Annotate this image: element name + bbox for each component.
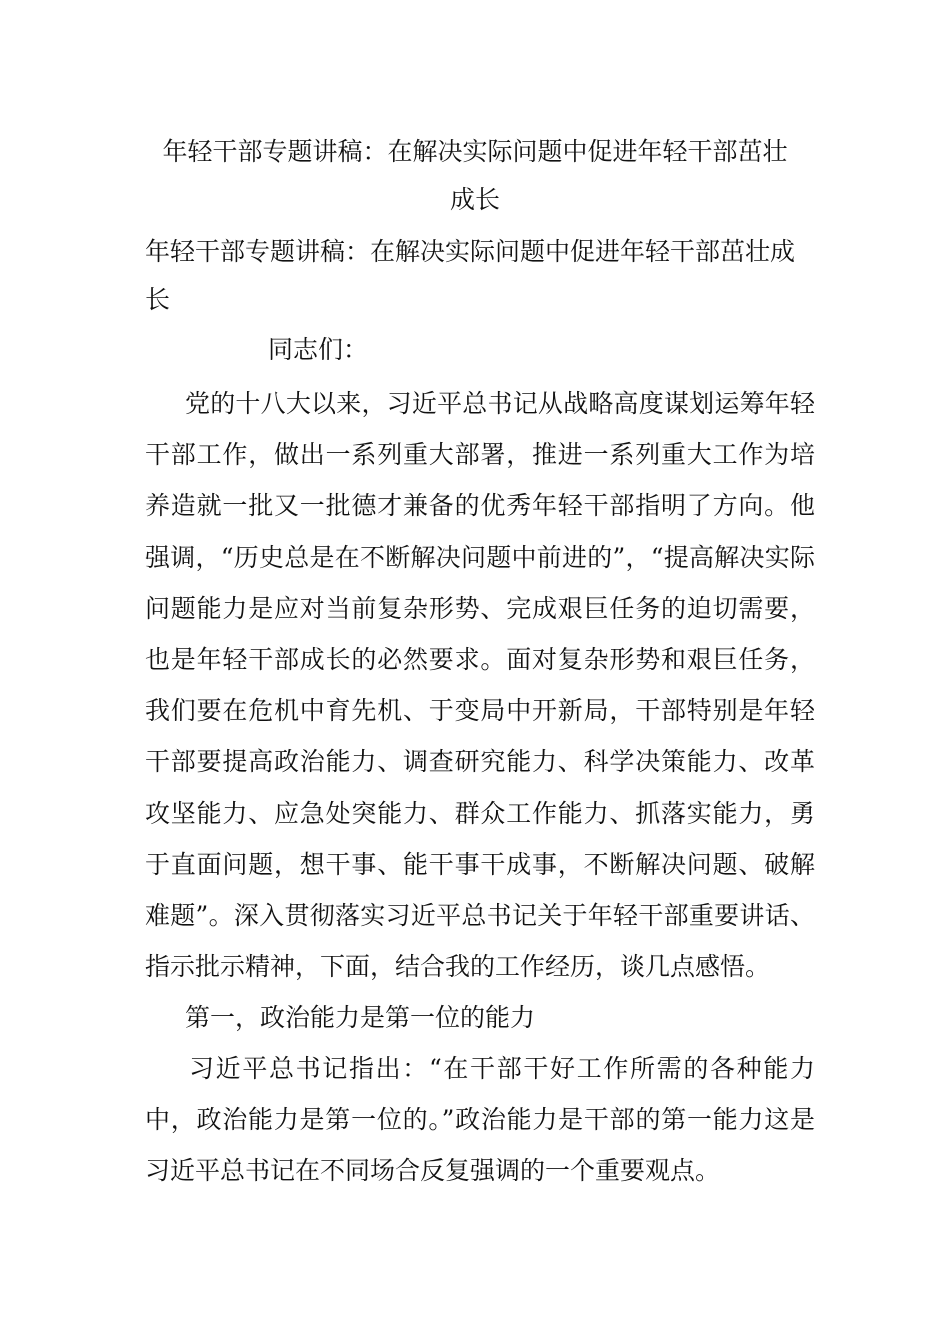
paragraph-1: 党的十八大以来，习近平总书记从战略高度谋划运筹年轻干部工作，做出一系列重大部署，推进一系列重大工作为培养造就一批又一批德才兼备的优秀年轻干部指明了方向。他强调，“历史总是在不断解决问题中前进的”，“提高解决实际问题能力是应对当前复杂形势、完成艰巨任务的迫切需要，也是年轻干部成长的必然要求。面对复杂形势和艰巨任务，我们要在危机中育先机、于变局中开新局，干部特别是年轻干部要提高政治能力、调查研究能力、科学决策能力、改革攻坚能力、应急处突能力、群众工作能力、抓落实能力，勇于直面问题，想干事、能干事干成事，不断解决问题、破解难题”。深入贯彻落实习近平总书记关于年轻干部重要讲话、指示批示精神，下面，结合我的工作经历，谈几点感悟。 bbox=[145, 389, 815, 982]
title-line-1: 年轻干部专题讲稿：在解决实际问题中促进年轻干部茁壮 bbox=[162, 137, 788, 166]
section-1-heading: 第一，政治能力是第一位的能力 bbox=[185, 1003, 536, 1033]
document-title bbox=[140, 128, 810, 224]
paragraph-2: 习近平总书记指出：“在干部干好工作所需的各种能力中，政治能力是第一位的。”政治能力是干部的第一能力这是习近平总书记在不同场合反复强调的一个重要观点。 bbox=[145, 1054, 815, 1186]
document-subtitle: 年轻干部专题讲稿：在解决实际问题中促进年轻干部茁壮成长 bbox=[145, 237, 796, 314]
title-line-2: 成长 bbox=[449, 185, 500, 214]
document-body bbox=[145, 326, 815, 1196]
salutation: 同志们： bbox=[268, 335, 369, 364]
